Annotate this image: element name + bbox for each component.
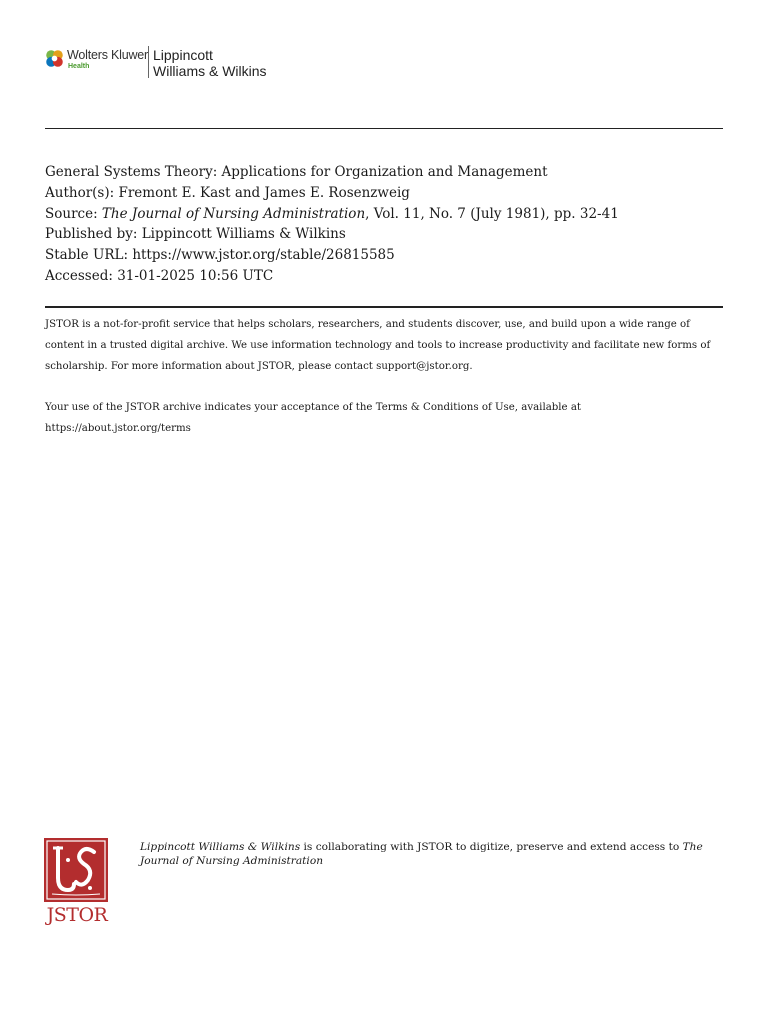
wolters-kluwer-name: Wolters Kluwer [67,48,149,62]
authors-label: Author(s): [45,184,119,201]
wolters-kluwer-health: Health [68,63,90,70]
accessed-date: 31-01-2025 10:56 UTC [117,267,274,284]
collab-publisher: Lippincott Williams & Wilkins [140,841,301,853]
source-details: , Vol. 11, No. 7 (July 1981), pp. 32-41 [365,205,619,222]
collaboration-statement [140,840,720,868]
journal-name: The Journal of Nursing Administration [101,205,366,222]
publisher-name: Lippincott Williams & Wilkins [141,226,346,243]
citation-block [45,162,725,287]
authors: Fremont E. Kast and James E. Rosenzweig [118,184,410,201]
authors-line [45,183,725,204]
terms-of-use-paragraph: Your use of the JSTOR archive indicates your acceptance of the Terms & Conditions of Use, available at https://about.jstor.org/terms [45,401,581,434]
accessed-line [45,266,725,287]
stable-url-label: Stable URL: [45,247,133,264]
stable-url-link[interactable]: https://www.jstor.org/stable/26815585 [132,247,395,264]
wolters-kluwer-logo-icon [45,49,64,68]
collab-journal: The Journal of Nursing Administration [140,841,703,867]
top-divider [45,128,723,129]
source-line [45,204,725,225]
jstor-logo [44,838,110,930]
jstor-terms [45,315,725,460]
publisher-label: Published by: [45,226,142,243]
article-title: General Systems Theory: Applications for Organization and Management [45,164,548,180]
middle-divider [45,306,723,308]
publisher-logo [45,46,275,82]
accessed-label: Accessed: [45,267,118,284]
jstor-wordmark: JSTOR [46,904,108,926]
imprint-name-line1: Lippincott [153,47,213,63]
source-label: Source: [45,205,102,222]
logo-divider [148,46,149,78]
jstor-emblem-icon [44,838,108,902]
stable-url-line [45,245,725,266]
jstor-about-paragraph: JSTOR is a not-for-profit service that helps scholars, researchers, and students discover, use, and build upon a wide range of content in a trusted digital archive. We use information technology and tools to increase productivity and facilitate new forms of scholarship. For more information about JSTOR, please contact support@jstor.org. [45,319,711,372]
publisher-line [45,224,725,245]
collab-text: is collaborating with JSTOR to digitize, preserve and extend access to [300,841,683,853]
imprint-name-line2: Williams & Wilkins [153,63,267,79]
